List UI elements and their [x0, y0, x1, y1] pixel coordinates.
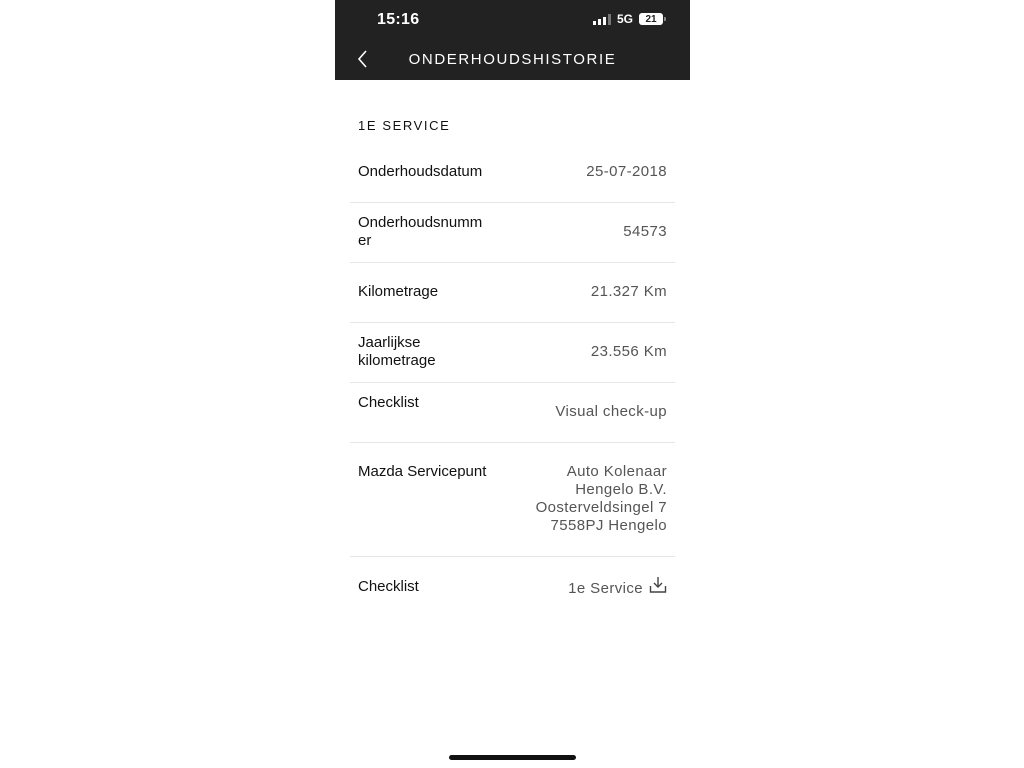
row-value: 21.327 Km — [590, 283, 667, 300]
row-label: Mazda Servicepunt — [358, 463, 487, 480]
row-value: Visual check-up — [555, 403, 667, 420]
detail-row-checklist — [350, 383, 675, 443]
top-bar — [335, 0, 690, 80]
row-label: Checklist — [358, 394, 419, 411]
row-value: 54573 — [623, 223, 667, 240]
detail-row-maintenance-date — [350, 145, 675, 203]
checklist-download-link[interactable] — [568, 576, 667, 598]
row-value: 25-07-2018 — [586, 163, 667, 180]
home-indicator[interactable] — [449, 755, 576, 760]
download-icon[interactable] — [649, 576, 667, 594]
row-label: Onderhoudsdatum — [358, 163, 483, 180]
detail-row-service-point — [350, 443, 675, 557]
battery-icon — [639, 13, 663, 25]
page-title: ONDERHOUDSHISTORIE — [408, 51, 617, 68]
network-type: 5G — [616, 12, 633, 26]
row-value: 23.556 Km — [590, 343, 667, 360]
service-point-address: Auto Kolenaar Hengelo B.V. Oosterveldsingel 7 7558PJ Hengelo — [535, 463, 667, 534]
signal-icon — [593, 14, 611, 25]
detail-row-annual-mileage — [350, 323, 675, 383]
detail-row-checklist-download[interactable] — [350, 557, 675, 615]
detail-row-maintenance-number — [350, 203, 675, 263]
status-indicators — [593, 12, 663, 26]
row-label: Onderhoudsnumm er — [358, 214, 483, 249]
row-label: Kilometrage — [358, 283, 439, 300]
phone-screen — [335, 0, 690, 768]
checklist-download-label: 1e Service — [568, 580, 643, 597]
row-label: Jaarlijkse kilometrage — [358, 334, 436, 369]
row-label: Checklist — [358, 578, 419, 595]
battery-level: 21 — [645, 13, 657, 25]
section-title: 1E SERVICE — [358, 118, 451, 133]
status-time: 15:16 — [377, 11, 420, 28]
detail-row-mileage — [350, 263, 675, 323]
